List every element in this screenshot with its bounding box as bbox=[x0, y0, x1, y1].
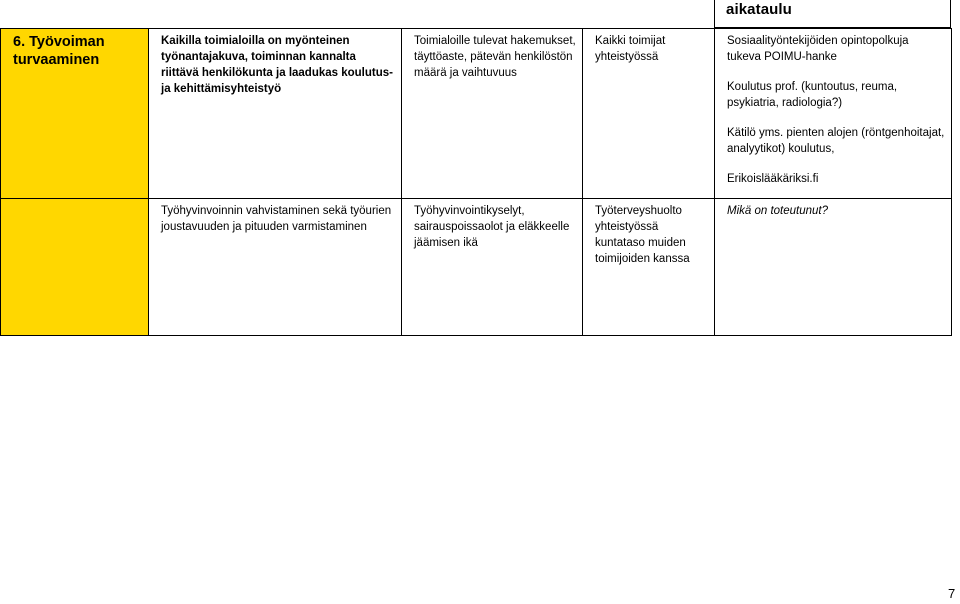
goal-text: Kaikilla toimialoilla on myönteinen työnantajakuva, toiminnan kannalta riittävä henkilökunta ja laadukas koulutus- ja kehittämisyhteistyö bbox=[161, 35, 393, 95]
goal-cell bbox=[149, 199, 402, 336]
responsible-text: Kaikki toimijat yhteistyössä bbox=[595, 35, 666, 63]
notes-cell bbox=[715, 29, 952, 199]
responsible-cell bbox=[583, 199, 715, 336]
description-cell bbox=[402, 199, 583, 336]
schedule-header: aikataulu bbox=[726, 1, 792, 18]
plan-table bbox=[0, 28, 952, 336]
note-item: Kätilö yms. pienten alojen (röntgenhoitajat, analyytikot) koulutus, bbox=[727, 127, 945, 155]
section-title: 6. Työvoiman turvaaminen bbox=[13, 34, 105, 68]
note-item: Sosiaalityöntekijöiden opintopolkuja tukeva POIMU-hanke bbox=[727, 35, 909, 63]
goal-text: Työhyvinvoinnin vahvistaminen sekä työurien joustavuuden ja pituuden varmistaminen bbox=[161, 205, 392, 233]
section-title-cell bbox=[1, 29, 149, 199]
goal-cell bbox=[149, 29, 402, 199]
table-row bbox=[1, 199, 952, 336]
responsible-cell bbox=[583, 29, 715, 199]
description-cell bbox=[402, 29, 583, 199]
page-number: 7 bbox=[948, 586, 956, 601]
status-text: Mikä on toteutunut? bbox=[727, 205, 829, 217]
note-item: Erikoislääkäriksi.fi bbox=[727, 173, 819, 185]
table-row bbox=[1, 29, 952, 199]
section-title-cell bbox=[1, 199, 149, 336]
status-cell bbox=[715, 199, 952, 336]
note-item: Koulutus prof. (kuntoutus, reuma, psykiatria, radiologia?) bbox=[727, 81, 898, 109]
description-text: Työhyvinvointikyselyt, sairauspoissaolot ja eläkkeelle jäämisen ikä bbox=[414, 205, 570, 249]
description-text: Toimialoille tulevat hakemukset, täyttöaste, pätevän henkilöstön määrä ja vaihtuvuus bbox=[414, 35, 576, 79]
responsible-text: Työterveyshuolto yhteistyössä kuntataso muiden toimijoiden kanssa bbox=[595, 205, 690, 265]
